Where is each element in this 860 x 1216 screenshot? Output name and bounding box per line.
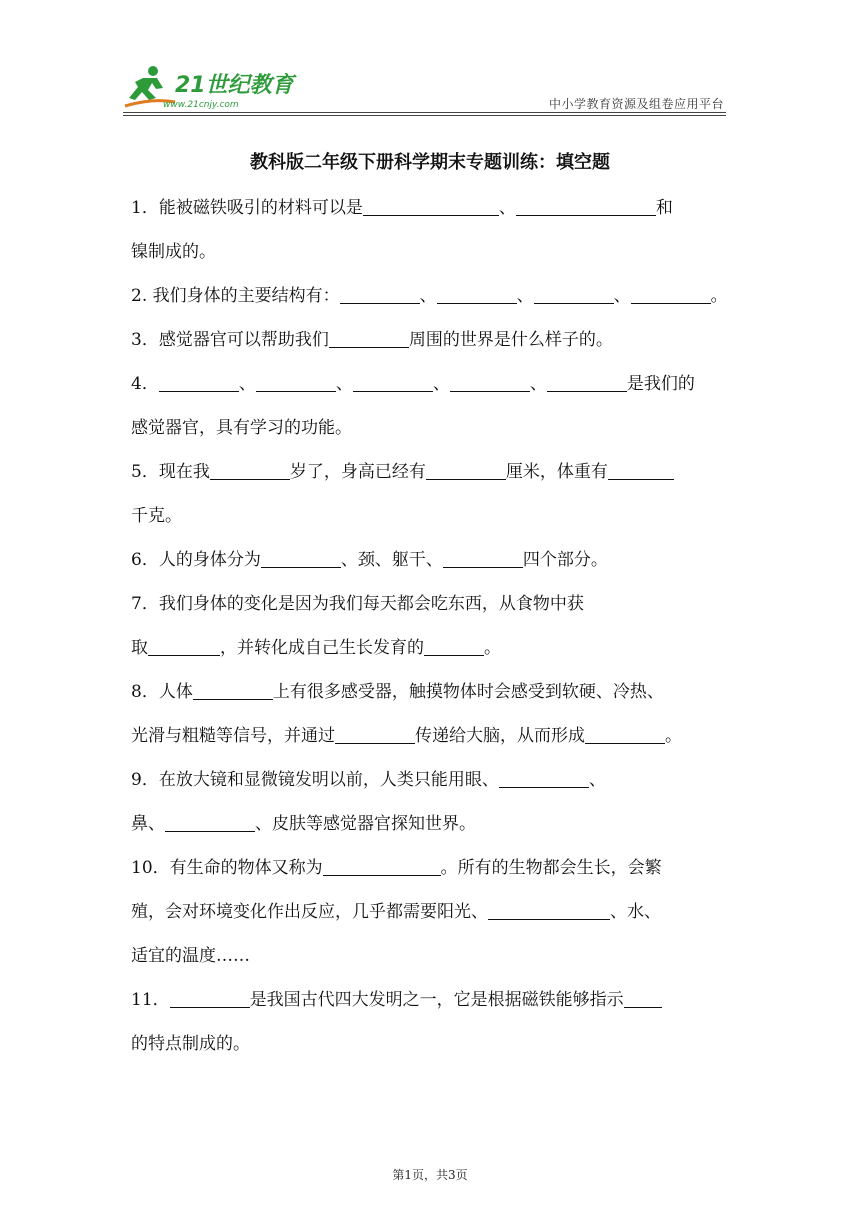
answer-blank[interactable] — [261, 549, 341, 568]
question-5: 5．现在我 岁了，身高已经有 厘米，体重有 — [131, 450, 731, 494]
question-10-cont: 殖，会对环境变化作出反应，几乎都需要阳光、 、水、 — [131, 902, 661, 922]
answer-blank[interactable] — [159, 373, 239, 392]
question-4: 4． 、 、 、 、 是我们的 — [131, 374, 695, 394]
logo-runner-icon — [123, 62, 303, 112]
question-6: 6．人的身体分为 、颈、躯干、 四个部分。 — [131, 550, 608, 570]
answer-blank[interactable] — [329, 329, 409, 348]
answer-blank[interactable] — [608, 461, 674, 480]
question-9-cont: 鼻、 、皮肤等感觉器官探知世界。 — [131, 814, 476, 834]
question-5-cont: 千克。 — [131, 506, 182, 526]
answer-blank[interactable] — [335, 725, 415, 744]
worksheet-title: 教科版二年级下册科学期末专题训练：填空题 — [250, 152, 610, 173]
question-2: 2. 我们身体的主要结构有： 、 、 、 。 — [131, 286, 728, 306]
answer-blank[interactable] — [488, 901, 610, 920]
answer-blank[interactable] — [624, 989, 662, 1008]
answer-blank[interactable] — [165, 813, 255, 832]
question-3: 3．感觉器官可以帮助我们 周围的世界是什么样子的。 — [131, 330, 613, 350]
page-header — [123, 62, 726, 114]
answer-blank[interactable] — [534, 285, 614, 304]
answer-blank[interactable] — [426, 461, 506, 480]
header-divider — [123, 115, 726, 116]
question-1: 1．能被磁铁吸引的材料可以是 、 和 — [131, 198, 673, 218]
header-divider — [123, 112, 726, 113]
answer-blank[interactable] — [450, 373, 530, 392]
answer-blank[interactable] — [437, 285, 517, 304]
answer-blank[interactable] — [256, 373, 336, 392]
answer-blank[interactable] — [499, 769, 589, 788]
question-1-cont: 镍制成的。 — [131, 242, 216, 262]
svg-text:21世纪教育: 21世纪教育 — [175, 73, 294, 98]
question-11-cont: 的特点制成的。 — [131, 1034, 250, 1054]
question-9: 9．在放大镜和显微镜发明以前，人类只能用眼、 、 — [131, 770, 606, 790]
answer-blank[interactable] — [547, 373, 627, 392]
answer-blank[interactable] — [323, 857, 441, 876]
answer-blank[interactable] — [585, 725, 665, 744]
platform-name: 中小学教育资源及组卷应用平台 — [548, 97, 724, 111]
answer-blank[interactable] — [443, 549, 523, 568]
page-number: 第1页，共3页 — [392, 1168, 468, 1182]
question-10-cont2: 适宜的温度…… — [131, 946, 250, 966]
question-4-cont: 感觉器官，具有学习的功能。 — [131, 418, 352, 438]
answer-blank[interactable] — [424, 637, 484, 656]
question-8: 8．人体 上有很多感受器，触摸物体时会感受到软硬、冷热、 — [131, 682, 664, 702]
question-list — [131, 186, 731, 1066]
answer-blank[interactable] — [631, 285, 711, 304]
answer-blank[interactable] — [516, 197, 656, 216]
answer-blank[interactable] — [353, 373, 433, 392]
svg-text:www.21cnjy.com: www.21cnjy.com — [163, 100, 239, 110]
answer-blank[interactable] — [148, 637, 220, 656]
answer-blank[interactable] — [340, 285, 420, 304]
question-7-cont: 取 ，并转化成自己生长发育的 。 — [131, 638, 501, 658]
question-7: 7．我们身体的变化是因为我们每天都会吃东西，从食物中获 — [131, 594, 584, 614]
answer-blank[interactable] — [363, 197, 499, 216]
answer-blank[interactable] — [170, 989, 250, 1008]
logo — [123, 62, 303, 112]
answer-blank[interactable] — [193, 681, 273, 700]
question-8-cont: 光滑与粗糙等信号，并通过 传递给大脑，从而形成 。 — [131, 726, 682, 746]
question-10: 10．有生命的物体又称为 。所有的生物都会生长，会繁 — [131, 858, 662, 878]
question-11: 11． 是我国古代四大发明之一，它是根据磁铁能够指示 — [131, 978, 731, 1022]
answer-blank[interactable] — [210, 461, 290, 480]
